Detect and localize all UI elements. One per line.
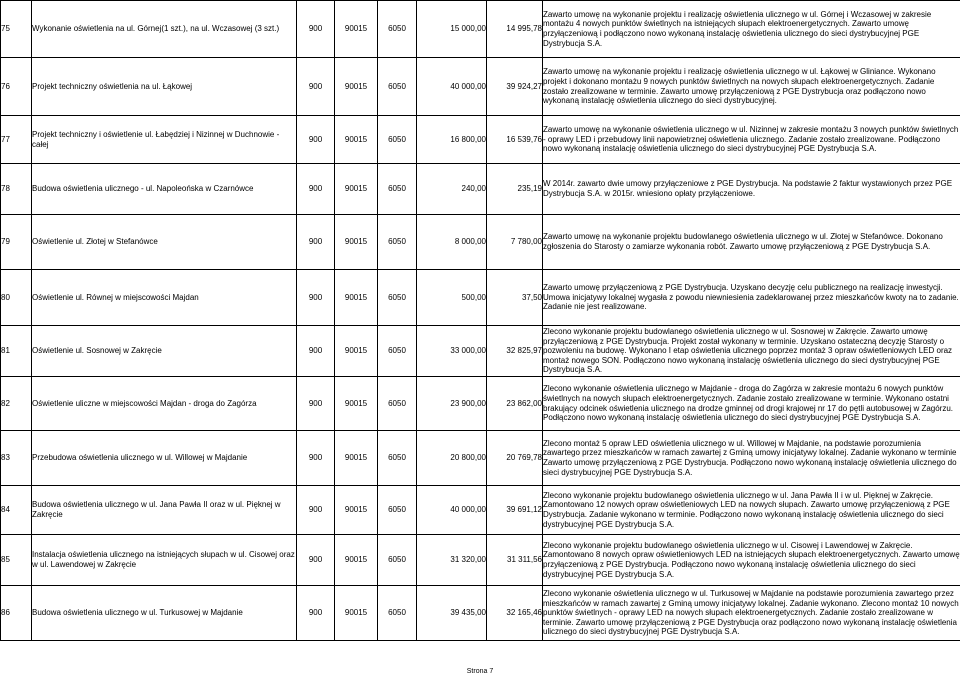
table-row	[1, 326, 960, 377]
executed-amount: 16 539,76	[487, 116, 543, 164]
row-number: 76	[1, 58, 32, 116]
task-name: Budowa oświetlenia ulicznego - ul. Napoleońska w Czarnówce	[32, 164, 297, 215]
row-number: 82	[1, 377, 32, 431]
rozdzial-code: 90015	[335, 215, 378, 270]
rozdzial-code: 90015	[335, 431, 378, 486]
dzial-code: 900	[297, 377, 335, 431]
executed-amount: 39 691,12	[487, 486, 543, 535]
rozdzial-code: 90015	[335, 377, 378, 431]
paragraf-code: 6050	[378, 215, 417, 270]
executed-amount: 23 862,00	[487, 377, 543, 431]
task-description: Zawarto umowę na wykonanie oświetlenia ulicznego w ul. Nizinnej w zakresie montażu 3 nowych punktów świetlnych - oprawy LED i przebudowy linii napowietrznej oświetlenia ulicznego. Zadanie zostało zrealizowane. Podłączono nowo wykonaną instalację oświetlenia ulicznego do sieci dystrybucyjnej PGE Dystrybucja S.A.	[543, 116, 960, 164]
paragraf-code: 6050	[378, 431, 417, 486]
task-name: Budowa oświetlenia ulicznego w ul. Jana Pawła II oraz w ul. Pięknej w Zakręcie	[32, 486, 297, 535]
rozdzial-code: 90015	[335, 164, 378, 215]
table-row	[1, 486, 960, 535]
dzial-code: 900	[297, 486, 335, 535]
planned-amount: 500,00	[417, 270, 487, 326]
task-description: Zlecono wykonanie projektu budowlanego oświetlenia ulicznego w ul. Cisowej i Lawendowej w Zakręcie. Zamontowano 8 nowych opraw oświetleniowych LED na istniejących słupach elektroenergetycznych. Zawarto umowę przyłączeniową z PGE Dystrybucja. Podłączono nowo wykonaną instalację oświetlenia ulicznego do sieci dystrybucyjnej PGE Dystrybucja S.A.	[543, 535, 960, 586]
executed-amount: 39 924,27	[487, 58, 543, 116]
row-number: 80	[1, 270, 32, 326]
task-description: Zlecono wykonanie oświetlenia ulicznego w Majdanie - droga do Zagórza w zakresie montażu 6 nowych punktów świetlnych na nowych słupach elektroenergetycznych. Zadanie zostało zrealizowane w terminie. Wykonano ostatni brakujący odcinek oświetlenia ulicznego na drodze gminnej od drogi krajowej nr 17 do pętli autobusowej w Zagórzu. Podłączono nowo wykonaną instalację oświetlenia ulicznego do sieci dystrybucyjnej PGE Dystrybucja S.A.	[543, 377, 960, 431]
executed-amount: 31 311,56	[487, 535, 543, 586]
row-number: 83	[1, 431, 32, 486]
dzial-code: 900	[297, 586, 335, 641]
row-number: 86	[1, 586, 32, 641]
planned-amount: 23 900,00	[417, 377, 487, 431]
row-number: 84	[1, 486, 32, 535]
rozdzial-code: 90015	[335, 58, 378, 116]
paragraf-code: 6050	[378, 326, 417, 377]
task-name: Oświetlenie ul. Sosnowej w Zakręcie	[32, 326, 297, 377]
table-row	[1, 116, 960, 164]
table-row	[1, 270, 960, 326]
task-name: Projekt techniczny oświetlenia na ul. Łąkowej	[32, 58, 297, 116]
executed-amount: 20 769,78	[487, 431, 543, 486]
planned-amount: 33 000,00	[417, 326, 487, 377]
dzial-code: 900	[297, 535, 335, 586]
rozdzial-code: 90015	[335, 535, 378, 586]
paragraf-code: 6050	[378, 270, 417, 326]
planned-amount: 240,00	[417, 164, 487, 215]
task-description: Zawarto umowę przyłączeniową z PGE Dystrybucja. Uzyskano decyzję celu publicznego na realizację inwestycji. Umowa inicjatywy lokalnej wygasła z powodu niewniesienia zadeklarowanej przez mieszkańców kwoty na to zadanie. Zadanie nie jest realizowane.	[543, 270, 960, 326]
row-number: 77	[1, 116, 32, 164]
task-description: Zlecono wykonanie projektu budowlanego oświetlenia ulicznego w ul. Sosnowej w Zakręcie. Zawarto umowę przyłączeniową z PGE Dystrybucja. Projekt został wykonany w terminie. Uzyskano ostateczną decyzję Starosty o pozwoleniu na budowę. Wykonano I etap oświetlenia ulicznego poprzez montaż 3 opraw oświetleniowych LED oraz montaż nowego SON. Podłączono nowo wykonaną instalację oświetlenia ulicznego do sieci dystrybucyjnej PGE Dystrybucja S.A.	[543, 326, 960, 377]
dzial-code: 900	[297, 326, 335, 377]
paragraf-code: 6050	[378, 1, 417, 58]
table-row	[1, 164, 960, 215]
dzial-code: 900	[297, 215, 335, 270]
table-row	[1, 431, 960, 486]
paragraf-code: 6050	[378, 486, 417, 535]
planned-amount: 15 000,00	[417, 1, 487, 58]
table-row	[1, 215, 960, 270]
dzial-code: 900	[297, 431, 335, 486]
task-description: Zawarto umowę na wykonanie projektu i realizację oświetlenia ulicznego w ul. Górnej i Wczasowej w zakresie montażu 4 nowych punktów świetlnych na istniejących słupach elektroenergetycznych. Zawarto umowę przyłączeniową i podłączono nowo wykonaną instalację oświetlenia ulicznego do sieci dystrybucyjnej PGE Dystrybucja S.A.	[543, 1, 960, 58]
planned-amount: 31 320,00	[417, 535, 487, 586]
paragraf-code: 6050	[378, 535, 417, 586]
task-name: Przebudowa oświetlenia ulicznego w ul. Willowej w Majdanie	[32, 431, 297, 486]
planned-amount: 40 000,00	[417, 486, 487, 535]
row-number: 78	[1, 164, 32, 215]
rozdzial-code: 90015	[335, 486, 378, 535]
planned-amount: 39 435,00	[417, 586, 487, 641]
task-description: Zawarto umowę na wykonanie projektu i realizację oświetlenia ulicznego w ul. Łąkowej w Gliniance. Wykonano projekt i dokonano montażu 9 nowych punktów świetlnych na nowych słupach elektroenergetycznych. Zadanie zostało zrealizowane w terminie. Zawarto umowę przyłączeniową z PGE Dystrybucja oraz podłączono nowo wykonaną instalację oświetlenia ulicznego do sieci dystrybucyjnej.	[543, 58, 960, 116]
executed-amount: 14 995,78	[487, 1, 543, 58]
table-row	[1, 1, 960, 58]
task-name: Instalacja oświetlenia ulicznego na istniejących słupach w ul. Cisowej oraz w ul. Lawendowej w Zakręcie	[32, 535, 297, 586]
executed-amount: 32 165,46	[487, 586, 543, 641]
task-name: Oświetlenie uliczne w miejscowości Majdan - droga do Zagórza	[32, 377, 297, 431]
dzial-code: 900	[297, 164, 335, 215]
paragraf-code: 6050	[378, 58, 417, 116]
task-name: Oświetlenie ul. Złotej w Stefanówce	[32, 215, 297, 270]
executed-amount: 37,50	[487, 270, 543, 326]
dzial-code: 900	[297, 270, 335, 326]
row-number: 85	[1, 535, 32, 586]
planned-amount: 16 800,00	[417, 116, 487, 164]
rozdzial-code: 90015	[335, 270, 378, 326]
task-description: W 2014r. zawarto dwie umowy przyłączeniowe z PGE Dystrybucja. Na podstawie 2 faktur wystawionych przez PGE Dystrybucja S.A. w 2015r. wniesiono opłaty przyłączeniowe.	[543, 164, 960, 215]
task-name: Wykonanie oświetlenia na ul. Górnej(1 szt.), na ul. Wczasowej (3 szt.)	[32, 1, 297, 58]
rozdzial-code: 90015	[335, 116, 378, 164]
page-number: Strona 7	[466, 668, 494, 675]
dzial-code: 900	[297, 116, 335, 164]
rozdzial-code: 90015	[335, 1, 378, 58]
task-description: Zawarto umowę na wykonanie projektu budowlanego oświetlenia ulicznego w ul. Złotej w Stefanówce. Dokonano zgłoszenia do Starosty o zamiarze wykonania robót. Zawarto umowę przyłączeniową z PGE Dystrybucja S.A.	[543, 215, 960, 270]
planned-amount: 20 800,00	[417, 431, 487, 486]
planned-amount: 40 000,00	[417, 58, 487, 116]
row-number: 75	[1, 1, 32, 58]
row-number: 81	[1, 326, 32, 377]
table-row	[1, 535, 960, 586]
paragraf-code: 6050	[378, 586, 417, 641]
task-name: Oświetlenie ul. Równej w miejscowości Majdan	[32, 270, 297, 326]
row-number: 79	[1, 215, 32, 270]
executed-amount: 235,19	[487, 164, 543, 215]
task-description: Zlecono wykonanie projektu budowlanego oświetlenia ulicznego w ul. Jana Pawła II i w ul. Pięknej w Zakręcie. Zamontowano 12 nowych opraw oświetleniowych LED na nowych słupach. Zawarto umowę przyłączeniową z PGE Dystrybucja. Zadanie wykonano w terminie. Podłączono nowo wykonaną instalację oświetlenia ulicznego do sieci dystrybucyjnej PGE Dystrybucja S.A.	[543, 486, 960, 535]
planned-amount: 8 000,00	[417, 215, 487, 270]
table-row	[1, 586, 960, 641]
task-description: Zlecono wykonanie oświetlenia ulicznego w ul. Turkusowej w Majdanie na podstawie porozumienia zawartego przez mieszkańców w ramach zawartej z Gminą umowy inicjatywy lokalnej. Zadanie wykonano. Zlecono montaż 10 nowych punktów świetlnych - oprawy LED na nowych słupach elektroenergetycznych. Zadanie zostało zrealizowane w terminie. Zawarto umowę przyłączeniową z PGE Dystrybucja oraz podłączono nowo wykonaną instalację oświetlenia ulicznego do sieci dystrybucyjnej PGE Dystrybucja S.A.	[543, 586, 960, 641]
paragraf-code: 6050	[378, 377, 417, 431]
table-row	[1, 58, 960, 116]
task-name: Projekt techniczny i oświetlenie ul. Łabędziej i Nizinnej w Duchnowie - całej	[32, 116, 297, 164]
paragraf-code: 6050	[378, 164, 417, 215]
rozdzial-code: 90015	[335, 326, 378, 377]
dzial-code: 900	[297, 1, 335, 58]
executed-amount: 32 825,97	[487, 326, 543, 377]
paragraf-code: 6050	[378, 116, 417, 164]
task-description: Zlecono montaż 5 opraw LED oświetlenia ulicznego w ul. Willowej w Majdanie, na podstawie porozumienia zawartego przez mieszkańców w ramach zawartej z Gminą umowy inicjatywy lokalnej. Zadanie wykonano w terminie Zawarto umowę przyłączeniową z PGE Dystrybucja. Podłączono nowo wykonaną instalację oświetlenia ulicznego do sieci dystrybucyjnej PGE Dystrybucja S.A.	[543, 431, 960, 486]
table-row	[1, 377, 960, 431]
task-name: Budowa oświetlenia ulicznego w ul. Turkusowej w Majdanie	[32, 586, 297, 641]
dzial-code: 900	[297, 58, 335, 116]
executed-amount: 7 780,00	[487, 215, 543, 270]
rozdzial-code: 90015	[335, 586, 378, 641]
